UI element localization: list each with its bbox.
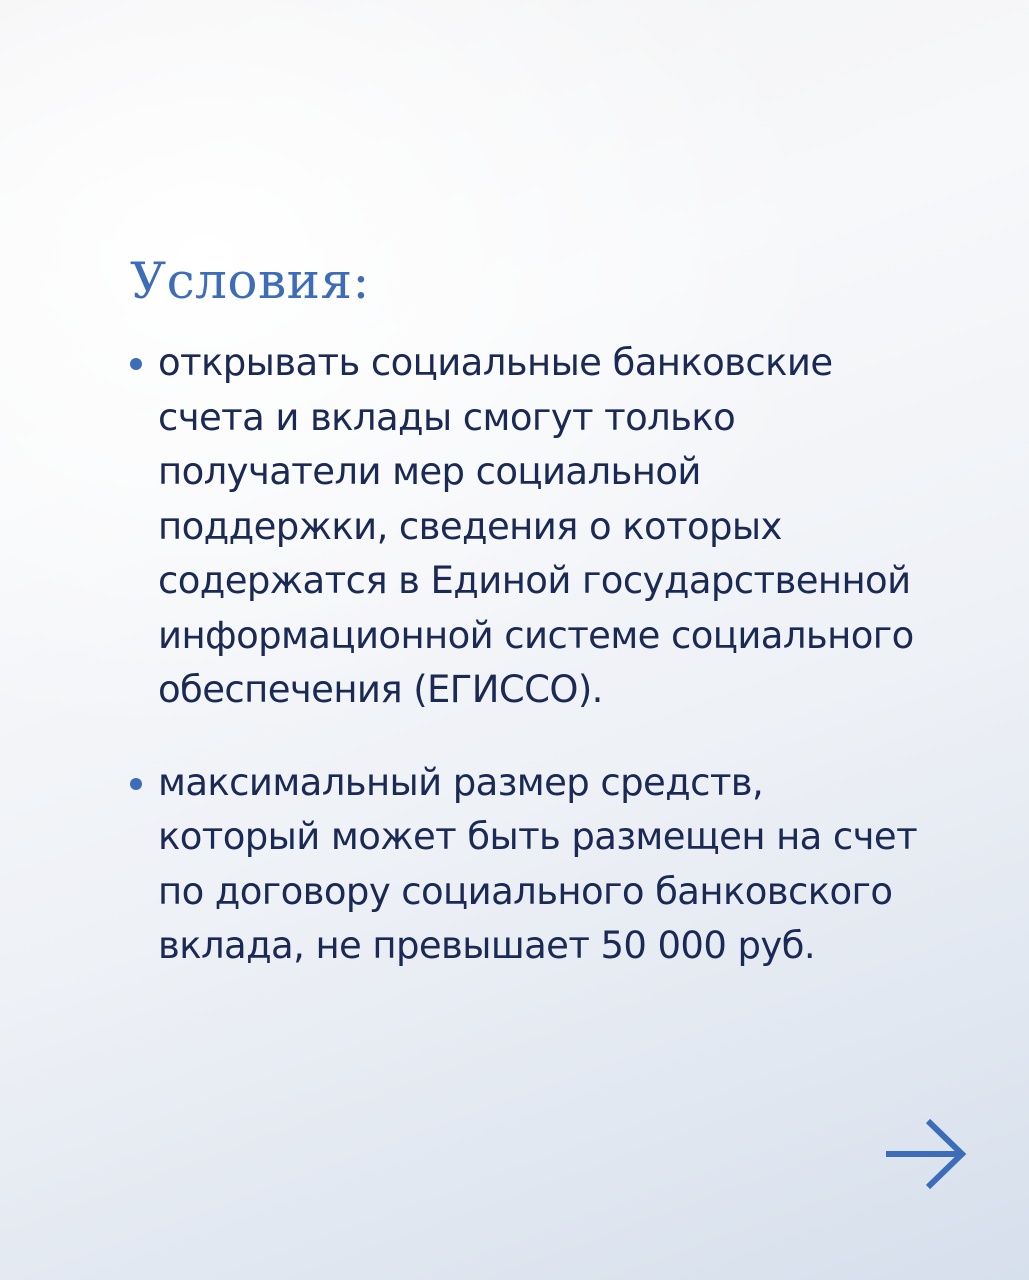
list-item-line: содержатся в Единой государственной	[158, 559, 911, 602]
bullet-icon	[130, 778, 142, 790]
list-item-line: открывать социальные банковские	[158, 341, 833, 384]
conditions-list	[128, 336, 998, 974]
list-item-line: вклада, не превышает 50 000 руб.	[158, 924, 816, 967]
list-item-line: который может быть размещен на счет	[158, 815, 918, 858]
list-item-line: получатели мер социальной	[158, 450, 701, 493]
list-item	[128, 336, 998, 718]
list-item-line: максимальный размер средств,	[158, 760, 764, 804]
page-title: Условия:	[130, 252, 370, 310]
list-item	[128, 756, 998, 974]
next-slide-button[interactable]	[884, 1118, 968, 1190]
list-item-line: счета и вклады смогут только	[158, 395, 736, 439]
list-item-line: обеспечения (ЕГИССО).	[158, 668, 603, 711]
list-item-line: по договору социального банковского	[158, 869, 893, 913]
list-item-line: информационной системе социального	[158, 613, 914, 657]
bullet-icon	[130, 358, 142, 370]
list-item-line: поддержки, сведения о которых	[158, 504, 782, 548]
arrow-right-icon	[884, 1118, 968, 1190]
